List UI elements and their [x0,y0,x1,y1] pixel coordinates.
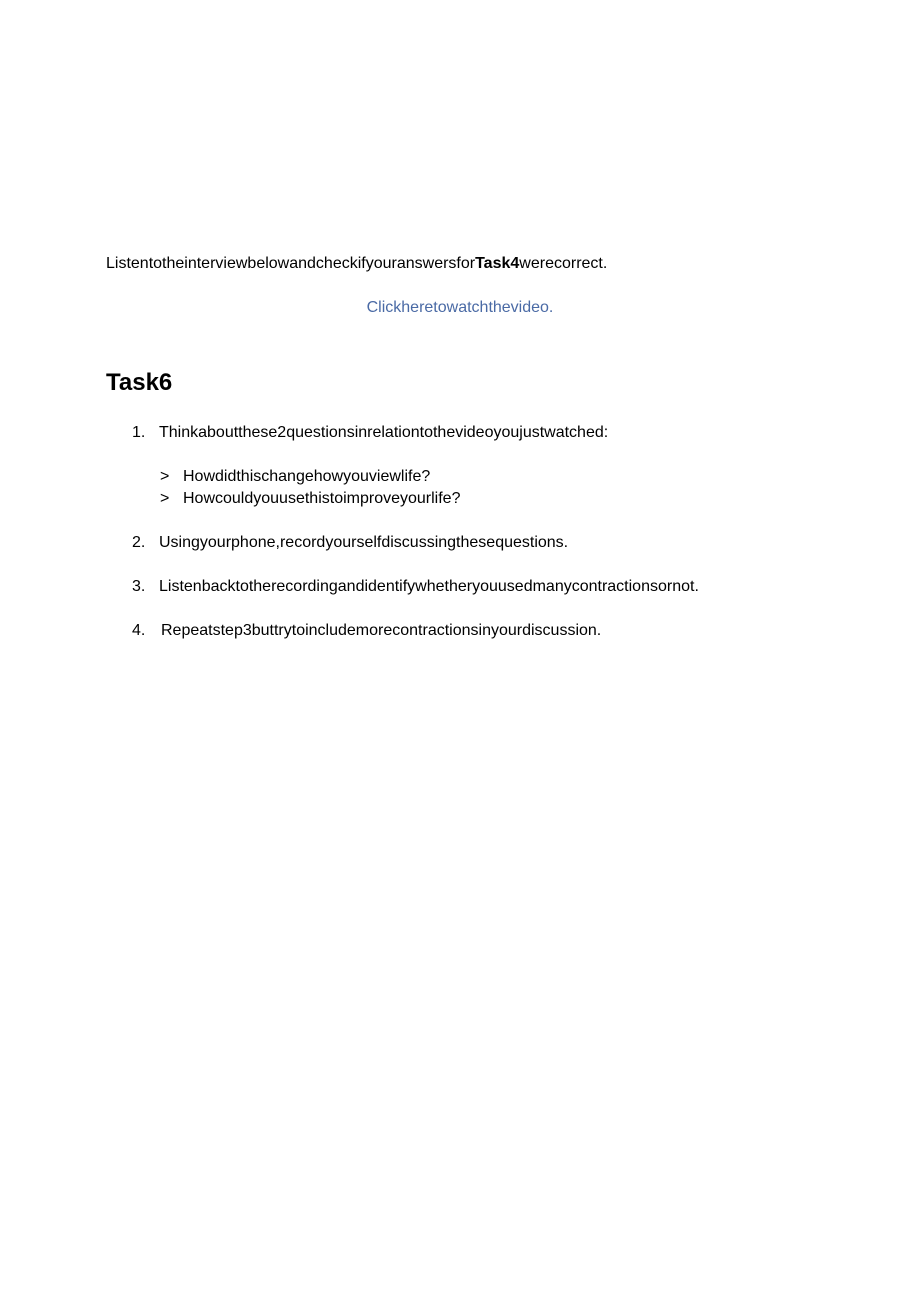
step-text: Thinkaboutthese2questionsinrelationtothevideoyoujustwatched: [159,424,609,441]
intro-text-end: werecorrect. [519,255,608,272]
step-text: Usingyourphone,recordyourselfdiscussingthesequestions. [159,534,569,551]
step-item [132,577,699,597]
step-text: Listenbacktotherecordingandidentifywhetheryouusedmanycontractionsornot. [159,578,699,595]
intro-paragraph [106,254,607,274]
bullet-marker: > [160,468,170,485]
step-text: Repeatstep3buttrytoincludemorecontractionsinyourdiscussion. [161,622,602,639]
question-item [160,467,430,487]
step-item [132,533,568,553]
step-number: 3. [132,578,146,595]
step-number: 2. [132,534,146,551]
intro-task-reference: Task4 [475,255,520,272]
step-number: 1. [132,424,146,441]
question-text: Howdidthischangehowyouviewlife? [183,468,431,485]
bullet-marker: > [160,490,170,507]
question-text: Howcouldyouusethistoimproveyourlife? [183,490,461,507]
step-item [132,621,601,641]
watch-video-link[interactable]: Clickheretowatchthevideo. [366,299,554,316]
step-number: 4. [132,622,146,639]
intro-text-start: Listentotheinterviewbelowandcheckifyouranswersfor [106,255,476,272]
task-heading: Task6 [106,369,173,396]
step-item [132,423,608,443]
question-item [160,489,460,509]
